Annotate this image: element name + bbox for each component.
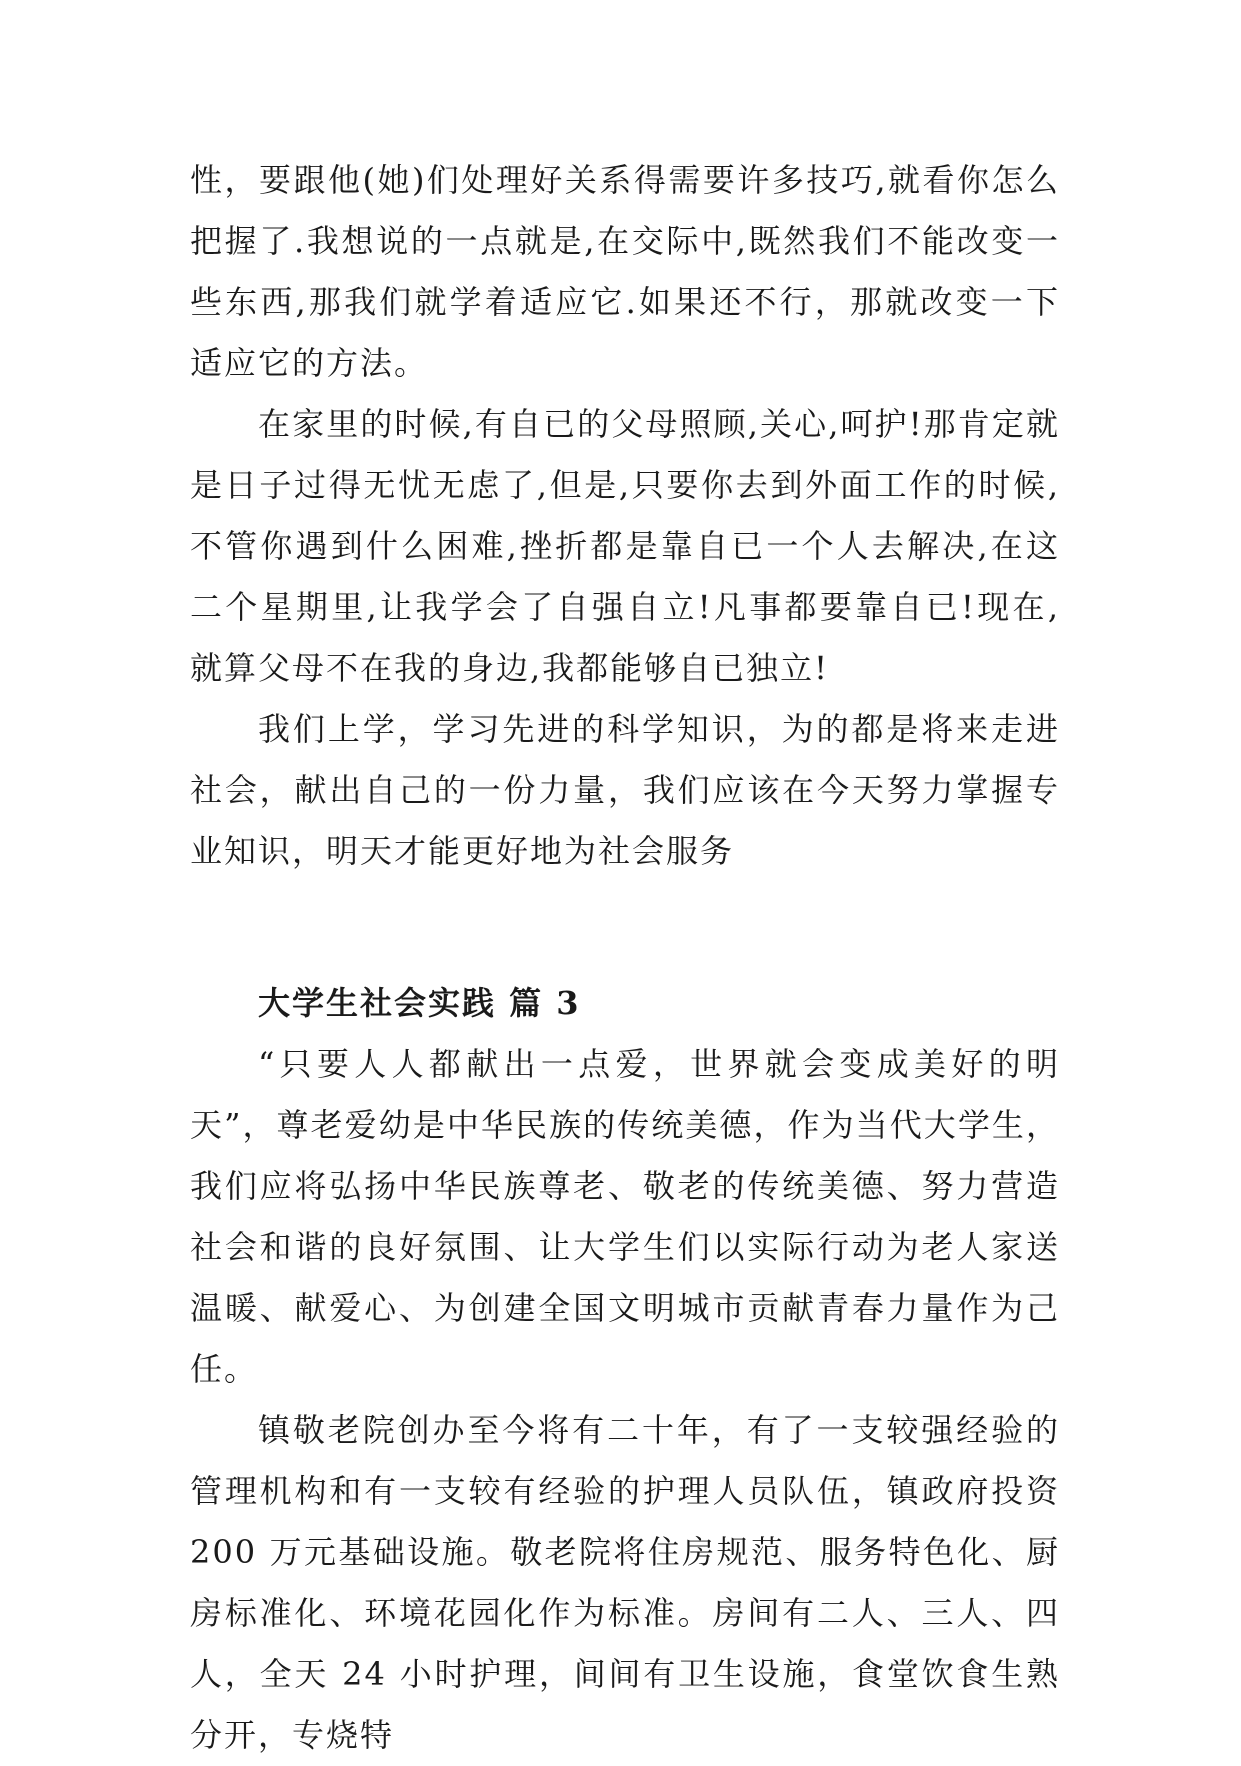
paragraph-1: 性，要跟他(她)们处理好关系得需要许多技巧,就看你怎么把握了.我想说的一点就是,在交际中,既然我们不能改变一些东西,那我们就学着适应它.如果还不行，那就改变一下适应它的方法。 xyxy=(190,161,1060,382)
paragraph-3: 我们上学，学习先进的科学知识，为的都是将来走进社会，献出自己的一份力量，我们应该在今天努力掌握专业知识，明天才能更好地为社会服务 xyxy=(190,710,1060,870)
document-body xyxy=(190,150,1060,1766)
section-heading: 大学生社会实践 篇 3 xyxy=(258,984,581,1022)
paragraph-5: 镇敬老院创办至今将有二十年，有了一支较强经验的管理机构和有一支较有经验的护理人员队伍，镇政府投资 200 万元基础设施。敬老院将住房规范、服务特色化、厨房标准化、环境花园化作为标准。房间有二人、三人、四人，全天 24 小时护理，间间有卫生设施，食堂饮食生熟分开，专烧特 xyxy=(190,1411,1060,1754)
paragraph-2: 在家里的时候,有自已的父母照顾,关心,呵护!那肯定就是日子过得无忧无虑了,但是,只要你去到外面工作的时候,不管你遇到什么困难,挫折都是靠自已一个人去解决,在这二个星期里,让我学会了自强自立!凡事都要靠自已!现在,就算父母不在我的身边,我都能够自已独立! xyxy=(190,405,1060,687)
paragraph-4: “只要人人都献出一点爱，世界就会变成美好的明天”，尊老爱幼是中华民族的传统美德，作为当代大学生，我们应将弘扬中华民族尊老、敬老的传统美德、努力营造社会和谐的良好氛围、让大学生们以实际行动为老人家送温暖、献爱心、为创建全国文明城市贡献青春力量作为己任。 xyxy=(190,1045,1060,1388)
